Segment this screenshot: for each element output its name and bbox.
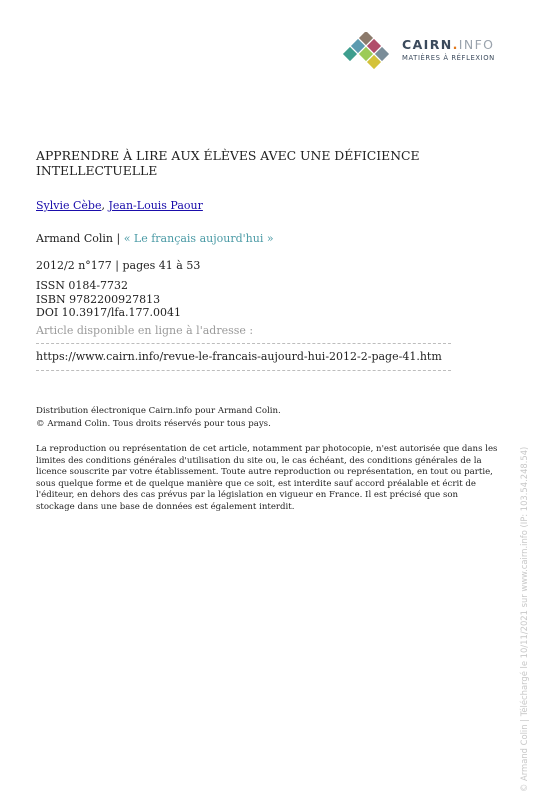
cairn-logo[interactable] <box>338 32 508 72</box>
brand-tagline: MATIÈRES À RÉFLEXION <box>402 54 495 62</box>
divider-top <box>36 343 451 344</box>
publisher-line <box>36 232 274 245</box>
identifiers <box>36 279 181 320</box>
download-watermark: © Armand Colin | Téléchargé le 10/11/2021 sur www.cairn.info (IP: 103.54.248.54) <box>519 446 529 792</box>
cairn-logo-mark-icon <box>338 32 396 72</box>
distribution-notice <box>36 405 281 431</box>
author-list: Sylvie Cèbe, Jean-Louis Paour <box>36 199 203 212</box>
issue-info: 2012/2 n°177 | pages 41 à 53 <box>36 259 201 272</box>
author-link[interactable]: Sylvie Cèbe <box>36 199 102 212</box>
isbn: ISBN 9782200927813 <box>36 292 161 306</box>
legal-notice: La reproduction ou représentation de cet article, notamment par photocopie, n'est autorisée que dans les limites des conditions générales d'utilisation du site ou, le cas échéant, des conditions générales de la licence souscrite par votre établissement. Toute autre reproduction ou représentation, en tout ou partie, sous quelque forme et de quelque manière que ce soit, est interdite sauf accord préalable et écrit de l'éditeur, en dehors des cas prévus par la législation en vigueur en France. Il est précisé que son stockage dans une base de données est également interdit. <box>36 444 498 512</box>
author-link[interactable]: Jean-Louis Paour <box>108 199 203 212</box>
doi: DOI 10.3917/lfa.177.0041 <box>36 306 182 319</box>
distribution-line: Distribution électronique Cairn.info pour Armand Colin. <box>36 406 281 416</box>
availability-label: Article disponible en ligne à l'adresse : <box>36 324 254 337</box>
divider-bottom <box>36 370 451 371</box>
article-title: APPRENDRE À LIRE AUX ÉLÈVES AVEC UNE DÉFICIENCE INTELLECTUELLE <box>36 148 420 178</box>
collection-link[interactable]: « Le français aujourd'hui » <box>123 232 274 245</box>
copyright-line: © Armand Colin. Tous droits réservés pour tous pays. <box>36 419 271 429</box>
publisher-name: Armand Colin | <box>36 232 124 245</box>
brand-name: CAIRN.INFO <box>402 37 495 52</box>
issn: ISSN 0184-7732 <box>36 279 129 292</box>
article-url[interactable]: https://www.cairn.info/revue-le-francais-aujourd-hui-2012-2-page-41.htm <box>36 350 442 363</box>
